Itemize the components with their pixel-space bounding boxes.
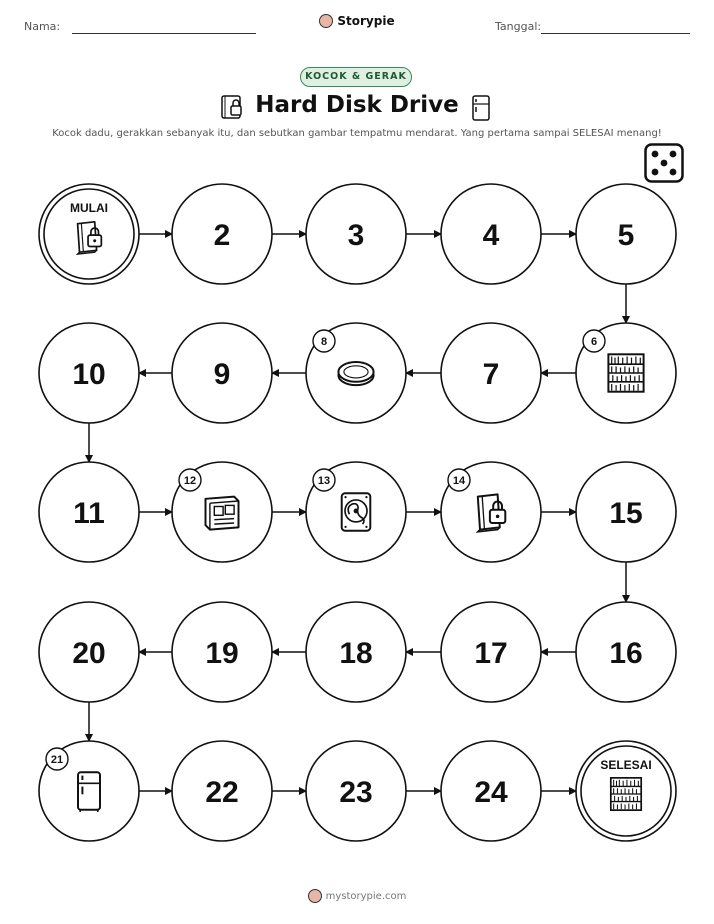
space-number: 18 [339, 637, 373, 670]
footer [0, 889, 714, 906]
board-space[interactable] [306, 602, 406, 702]
start-label: MULAI [70, 201, 108, 215]
board-space[interactable] [306, 184, 406, 284]
board-space[interactable] [306, 741, 406, 841]
instructions: Kocok dadu, gerakkan sebanyak itu, dan sebutkan gambar tempatmu mendarat. Yang pertama sampai SELESAI menang! [52, 128, 662, 139]
board-space[interactable] [172, 741, 272, 841]
space-number: 16 [609, 637, 643, 670]
finish-label: SELESAI [600, 758, 652, 772]
space-number: 22 [205, 776, 239, 809]
space-number: 23 [339, 776, 373, 809]
start-space[interactable] [39, 184, 139, 284]
board-space[interactable] [39, 741, 139, 841]
space-number: 20 [72, 637, 106, 670]
space-number: 19 [205, 637, 239, 670]
space-number: 11 [73, 497, 105, 530]
board-space[interactable] [39, 462, 139, 562]
refrigerator-icon [78, 772, 100, 812]
name-label: Nama: [24, 20, 61, 33]
finish-space[interactable] [576, 741, 676, 841]
board-space[interactable] [441, 323, 541, 423]
board-space[interactable] [441, 741, 541, 841]
space-number-badge: 14 [452, 475, 466, 487]
footer-url[interactable]: mystorypie.com [325, 890, 407, 902]
space-number-badge: 12 [183, 475, 197, 487]
board-space[interactable] [172, 462, 272, 562]
bookshelf-icon [611, 778, 641, 810]
board-space[interactable] [172, 602, 272, 702]
space-number: 4 [482, 219, 500, 252]
board-space[interactable] [306, 462, 406, 562]
board-space[interactable] [39, 602, 139, 702]
space-number: 5 [617, 219, 635, 252]
space-number-badge: 6 [590, 336, 598, 348]
board-space[interactable] [441, 184, 541, 284]
board-space[interactable] [576, 323, 676, 423]
board-space[interactable] [576, 602, 676, 702]
board-space[interactable] [576, 184, 676, 284]
brand-name: Storypie [337, 14, 395, 28]
page-title: Hard Disk Drive [255, 92, 459, 118]
board-space[interactable] [576, 462, 676, 562]
board-space[interactable] [441, 602, 541, 702]
space-number: 24 [474, 776, 508, 809]
space-number: 3 [347, 219, 365, 252]
board-space[interactable] [172, 323, 272, 423]
space-number: 15 [609, 497, 643, 530]
board-space[interactable] [172, 184, 272, 284]
disk-platter-icon [338, 362, 373, 385]
space-number-badge: 21 [50, 754, 64, 766]
space-number: 10 [72, 358, 106, 391]
board-space[interactable] [441, 462, 541, 562]
bookshelf-icon [608, 354, 643, 391]
space-number: 2 [213, 219, 231, 252]
space-number-badge: 8 [320, 336, 328, 348]
hard-drive-icon [342, 493, 371, 530]
board-space[interactable] [39, 323, 139, 423]
activity-badge: KOCOK & GERAK [300, 67, 412, 87]
date-label: Tanggal: [495, 20, 542, 33]
space-number: 7 [482, 358, 500, 391]
space-number: 9 [213, 358, 231, 391]
space-number-badge: 13 [317, 475, 331, 487]
space-number: 17 [474, 637, 508, 670]
board-space[interactable] [306, 323, 406, 423]
storypie-logo-icon [308, 889, 322, 903]
book-icon [206, 497, 239, 530]
